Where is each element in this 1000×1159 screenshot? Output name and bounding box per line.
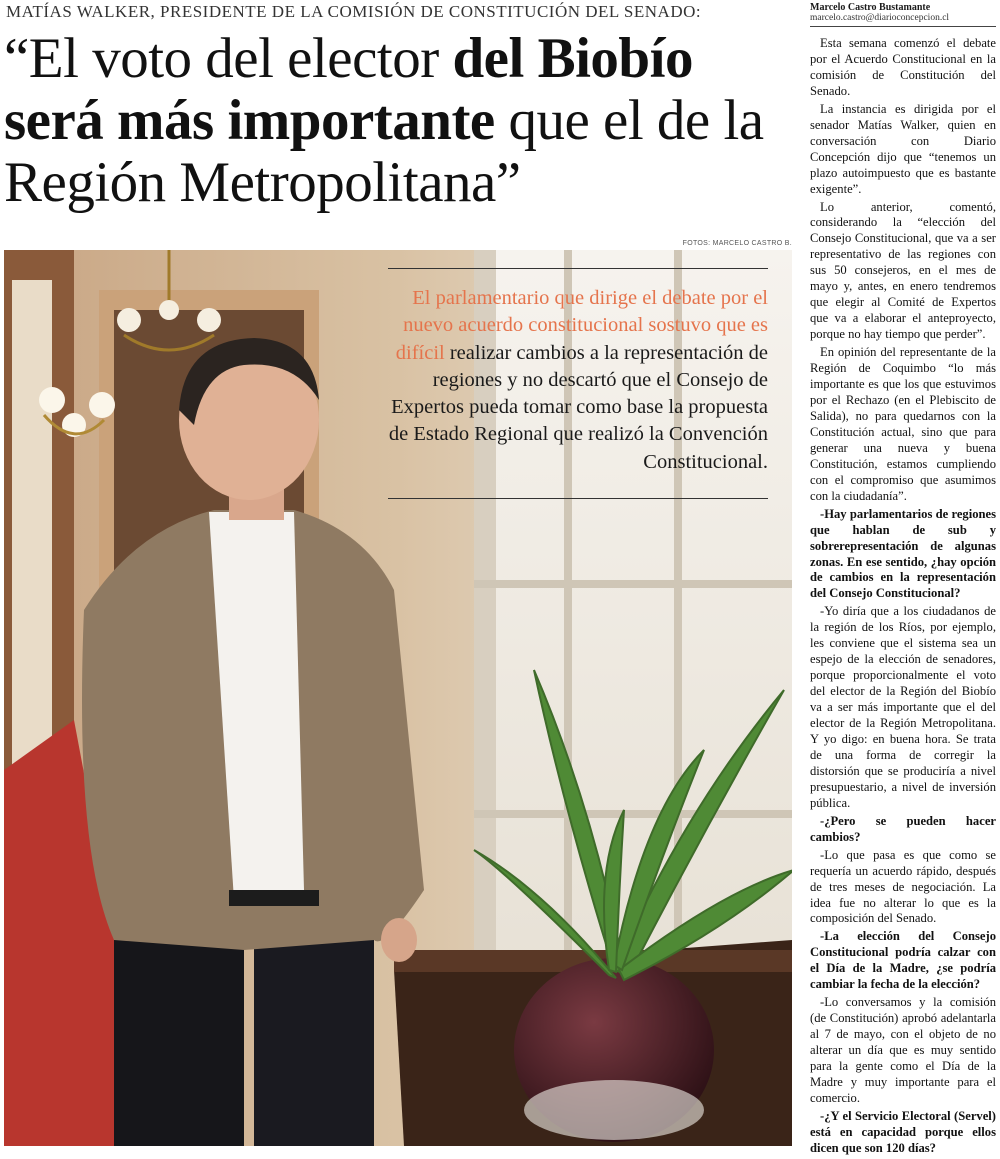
byline [810, 2, 996, 27]
body-paragraph: Esta semana comenzó el debate por el Acuerdo Constitucional en la comisión de Constitución del Senado. [810, 36, 996, 98]
article-body [810, 36, 996, 1159]
headline-part-1: “El voto del elector [4, 27, 453, 90]
body-paragraph: -Lo conversamos y la comisión (de Constitución) aprobó adelantarla al 7 de mayo, con el objeto de no alterar un día que es muy sentido para la gente como el Día de la Madre y muy importante para el comercio. [810, 995, 996, 1105]
interview-question: -La elección del Consejo Constitucional podría calzar con el Día de la Madre, ¿se podría cambiar la fecha de la elección? [810, 929, 996, 992]
body-paragraph: Lo anterior, comentó, considerando la “elección del Consejo Constitucional, que va a ser representativo de las regiones con sus 50 consejeros, en el mes de mayo y, antes, en enero tendremos que elegir al Comité de Expertos que va a elaborar el anteproyecto, porque no hay tiempo que perder”. [810, 199, 996, 342]
headline-part-2-bold: del Biobío será más importante [4, 27, 693, 152]
body-paragraph: -Yo diría que a los ciudadanos de la región de los Ríos, por ejemplo, les conviene que el sistema sea un espejo de la elección de senadores, porque proporcionalmente el voto del elector de la Región del Biobío va a ser más importante que el del elector de la Región Metropolitana. Y yo digo: en buena hora. Se trata de una forma de corregir la distorsión que se produciría a nivel presupuestario, a nivel de inversión pública. [810, 604, 996, 810]
body-paragraph: En opinión del representante de la Región de Coquimbo “lo más importante es que los que estuvimos por el Rechazo (en el Plebiscito de Salida), no para quedarnos con la Constitución actual, sino que para generar una nueva y buena Constitución, estamos cumpliendo con el compromiso que asumimos con la ciudadanía”. [810, 345, 996, 503]
interview-question: -¿Y el Servicio Electoral (Servel) está en capacidad porque ellos dicen que son 120 días? [810, 1108, 996, 1155]
byline-email: marcelo.castro@diarioconcepcion.cl [810, 13, 950, 23]
interview-question: -¿Pero se pueden hacer cambios? [810, 813, 996, 844]
photo-credit: FOTOS: MARCELO CASTRO B. [682, 240, 792, 247]
byline-author: Marcelo Castro Bustamante [810, 2, 931, 13]
pull-quote [388, 268, 768, 499]
headline [4, 28, 794, 214]
body-paragraph: -Lo que pasa es que como se requería un acuerdo rápido, después de tres meses de negociación. La idea fue no alterar lo que es la composición del Senado. [810, 847, 996, 926]
interview-question: -Hay parlamentarios de regiones que hablan de sub y sobrerepresentación de algunas zonas. En ese sentido, ¿hay opción de cambios en la representación del Consejo Constitucional? [810, 506, 996, 601]
headline-part-3: que el de la Región Metropolitana” [4, 89, 764, 214]
pull-quote-rest: realizar cambios a la representación de regiones y no descartó que el Consejo de Expertos pueda tomar como base la propuesta de Estado Regional que realizó la Convención Constitucional. [388, 341, 768, 473]
kicker: MATÍAS WALKER, PRESIDENTE DE LA COMISIÓN DE CONSTITUCIÓN DEL SENADO: [6, 2, 702, 21]
body-paragraph: La instancia es dirigida por el senador Matías Walker, quien en conversación con Diario Concepción dijo que “tenemos un plazo autoimpuesto que es bastante exigente”. [810, 101, 996, 196]
pull-quote-highlight: El parlamentario que dirige el debate por el nuevo acuerdo constitucional sostuvo que es difícil [395, 287, 768, 364]
